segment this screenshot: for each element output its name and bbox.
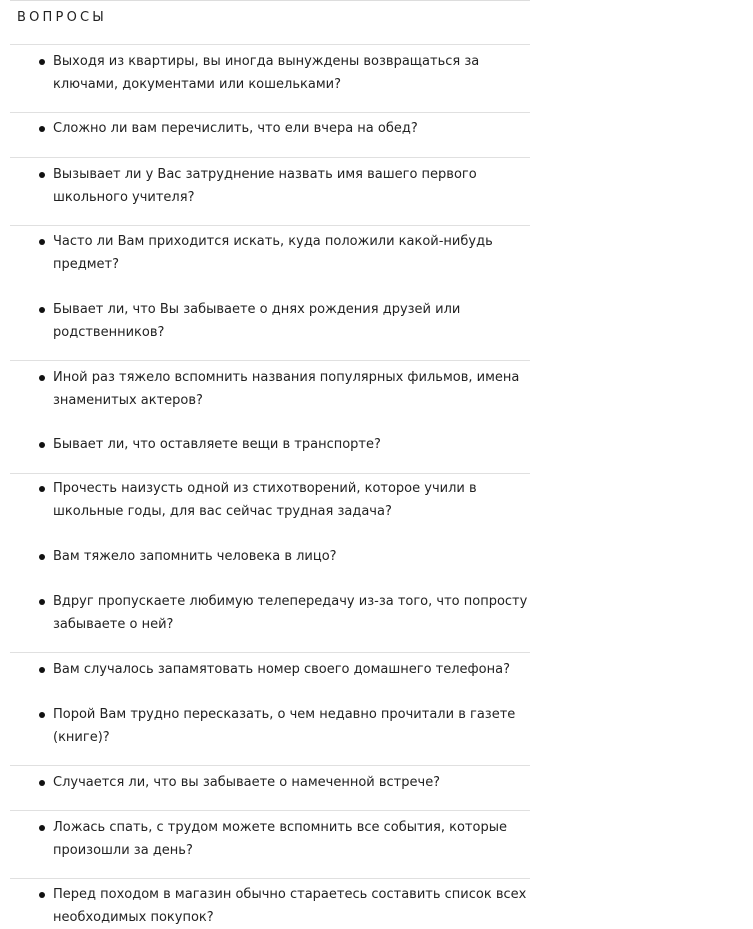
question-text	[53, 478, 528, 523]
question-line: забываете о ней?	[53, 614, 528, 637]
question-line: предмет?	[53, 254, 528, 277]
bullet-icon	[39, 172, 45, 178]
divider	[10, 878, 530, 879]
question-line: Бывает ли, что оставляете вещи в транспорте?	[53, 434, 528, 457]
question-line: школьного учителя?	[53, 187, 528, 210]
question-line: школьные годы, для вас сейчас трудная задача?	[53, 501, 528, 524]
question-line: Порой Вам трудно пересказать, о чем недавно прочитали в газете	[53, 704, 528, 727]
top-divider	[10, 0, 530, 1]
bullet-icon	[39, 239, 45, 245]
question-text	[53, 118, 528, 141]
bullet-icon	[39, 126, 45, 132]
question-text	[53, 231, 528, 276]
questions-panel	[10, 0, 530, 928]
question-line: Вдруг пропускаете любимую телепередачу из-за того, что попросту	[53, 591, 528, 614]
question-text	[53, 659, 528, 682]
question-text	[53, 299, 528, 344]
question-line: произошли за день?	[53, 840, 528, 863]
divider	[10, 112, 530, 113]
bullet-icon	[39, 442, 45, 448]
question-text	[53, 772, 528, 795]
bullet-icon	[39, 780, 45, 786]
bullet-icon	[39, 667, 45, 673]
question-text	[53, 434, 528, 457]
question-line: Вызывает ли у Вас затруднение назвать имя вашего первого	[53, 164, 528, 187]
question-text	[53, 591, 528, 636]
question-text	[53, 164, 528, 209]
bullet-icon	[39, 892, 45, 898]
question-line: Прочесть наизусть одной из стихотворений, которое учили в	[53, 478, 528, 501]
question-text	[53, 367, 528, 412]
question-line: (книге)?	[53, 727, 528, 750]
question-text	[53, 546, 528, 569]
bullet-icon	[39, 825, 45, 831]
question-text	[53, 884, 528, 929]
bullet-icon	[39, 712, 45, 718]
question-text	[53, 817, 528, 862]
question-line: Сложно ли вам перечислить, что ели вчера на обед?	[53, 118, 528, 141]
question-line: необходимых покупок?	[53, 907, 528, 929]
divider	[10, 225, 530, 226]
question-line: Ложась спать, с трудом можете вспомнить все события, которые	[53, 817, 528, 840]
question-line: Перед походом в магазин обычно стараетесь составить список всех	[53, 884, 528, 907]
divider	[10, 360, 530, 361]
divider	[10, 157, 530, 158]
bullet-icon	[39, 375, 45, 381]
question-line: Иной раз тяжело вспомнить названия популярных фильмов, имена	[53, 367, 528, 390]
divider	[10, 810, 530, 811]
question-line: знаменитых актеров?	[53, 390, 528, 413]
divider	[10, 473, 530, 474]
question-line: Вам случалось запамятовать номер своего домашнего телефона?	[53, 659, 528, 682]
question-line: родственников?	[53, 322, 528, 345]
divider	[10, 44, 530, 45]
question-line: ключами, документами или кошельками?	[53, 74, 528, 97]
bullet-icon	[39, 307, 45, 313]
question-line: Выходя из квартиры, вы иногда вынуждены возвращаться за	[53, 51, 528, 74]
question-line: Бывает ли, что Вы забываете о днях рождения друзей или	[53, 299, 528, 322]
bullet-icon	[39, 486, 45, 492]
bullet-icon	[39, 599, 45, 605]
divider	[10, 765, 530, 766]
section-title: ВОПРОСЫ	[17, 10, 107, 26]
divider	[10, 652, 530, 653]
bullet-icon	[39, 59, 45, 65]
question-line: Случается ли, что вы забываете о намеченной встрече?	[53, 772, 528, 795]
question-line: Часто ли Вам приходится искать, куда положили какой-нибудь	[53, 231, 528, 254]
question-text	[53, 704, 528, 749]
question-text	[53, 51, 528, 96]
question-line: Вам тяжело запомнить человека в лицо?	[53, 546, 528, 569]
bullet-icon	[39, 554, 45, 560]
